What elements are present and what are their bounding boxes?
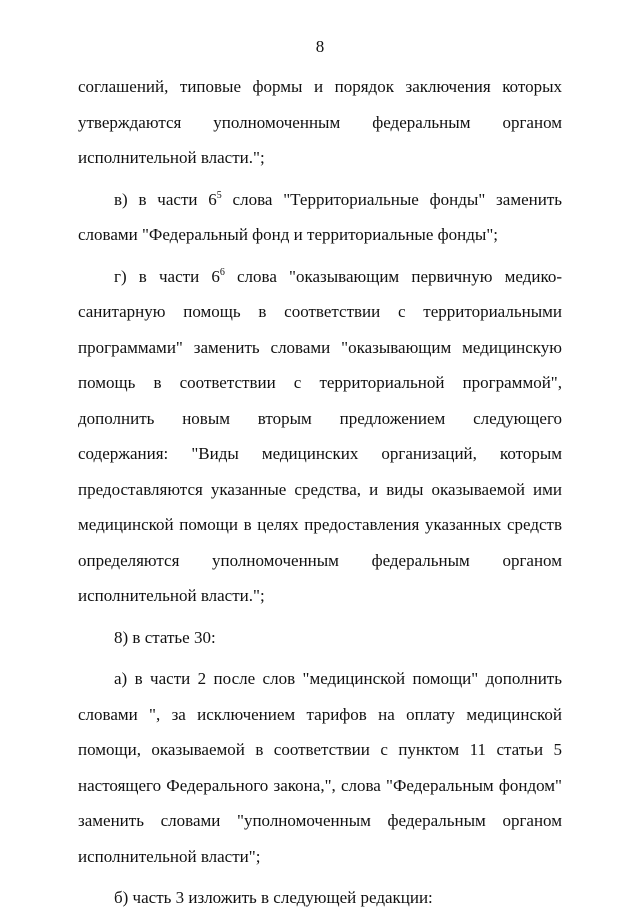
paragraph-item-g [78, 259, 562, 614]
item-g-text-end: слова "оказывающим первичную медико-санитарную помощь в соответствии с территориальными программами" заменить словами "оказывающим медицинскую помощь в соответствии с территориальной программой", дополнить новым вторым предложением следующего содержания: "Виды медицинских организаций, которым предоставляются указанные средства, и виды оказываемой ими медицинской помощи в целях предоставления указанных средств определяются уполномоченным федеральным органом исполнительной власти."; [78, 266, 563, 605]
item-v-superscript: 5 [216, 189, 222, 201]
item-v-text-end: слова "Территориальные фонды" заменить словами "Федеральный фонд и территориальные фонды"; [78, 189, 562, 244]
paragraph-article-30: 8) в статье 30: [114, 627, 216, 647]
item-g-superscript: 6 [219, 266, 225, 278]
document-body [78, 69, 562, 916]
paragraph-agreements: соглашений, типовые формы и порядок заключения которых утверждаются уполномоченным федеральным органом исполнительной власти."; [78, 77, 562, 167]
paragraph-item-a: а) в части 2 после слов "медицинской помощи" дополнить словами ", за исключением тарифов на оплату медицинской помощи, оказываемой в соответствии с пунктом 11 статьи 5 настоящего Федерального закона,", слова "Федеральным фондом" заменить словами "уполномоченным федеральным органом исполнительной власти"; [78, 669, 562, 866]
paragraph-item-v [78, 182, 562, 253]
paragraph-item-b: б) часть 3 изложить в следующей редакции: [114, 888, 433, 907]
item-v-text-start: в) в части 6 [114, 189, 217, 209]
item-g-text-start: г) в части 6 [114, 266, 220, 286]
page-number: 8 [315, 37, 325, 56]
